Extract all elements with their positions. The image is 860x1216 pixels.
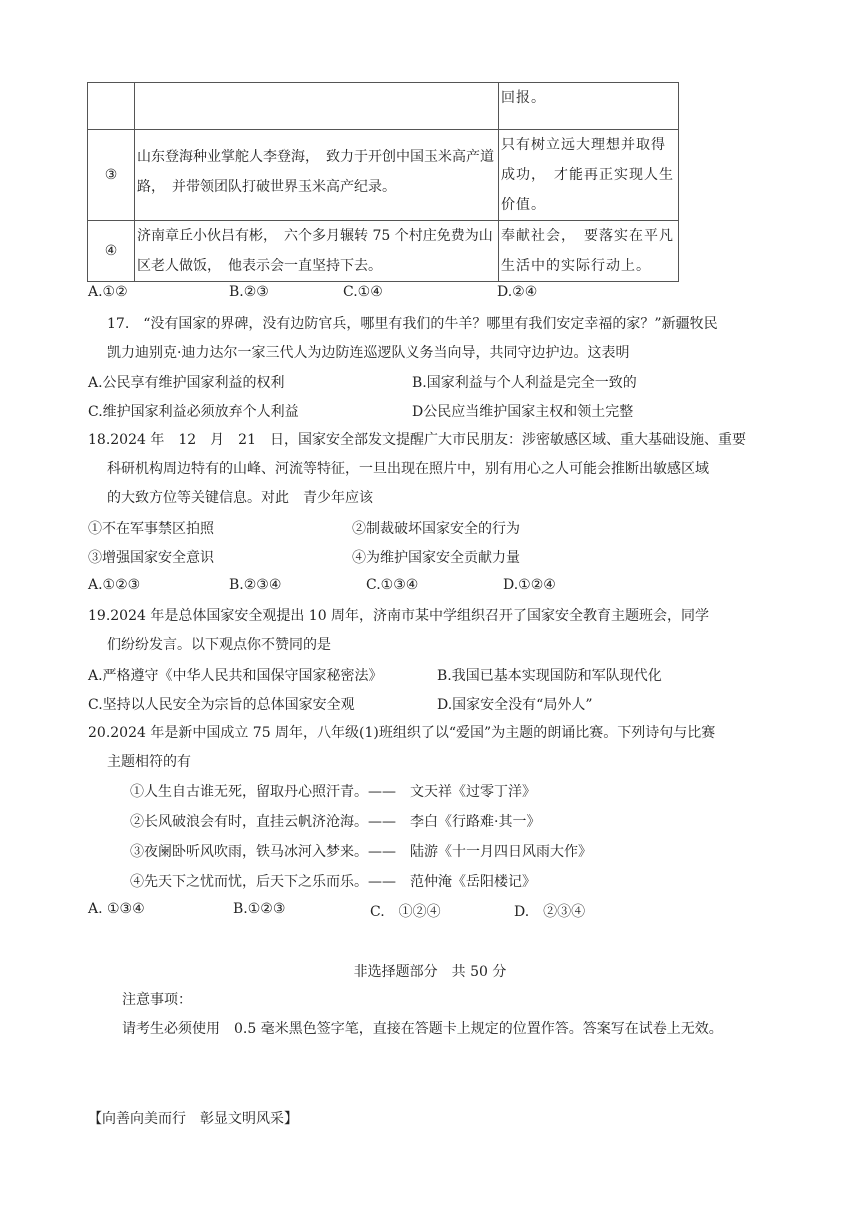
q20-poem-2: ②长风破浪会有时，直挂云帆济沧海。—— 李白《行路难·其一》 <box>130 814 541 830</box>
q20-poem-3: ③夜阑卧听风吹雨，铁马冰河入梦来。—— 陆游《十一月四日风雨大作》 <box>130 844 592 860</box>
q18-option-d[interactable]: D.①②④ <box>503 577 556 593</box>
q18-item-3: ③增强国家安全意识 <box>88 550 214 566</box>
table-row <box>88 221 679 282</box>
notice-label: 注意事项： <box>122 992 192 1008</box>
q18-stem-line3: 的大致方位等关键信息。对此 青少年应该 <box>107 490 373 506</box>
table-cell-num: ③ <box>88 130 135 221</box>
q20-option-d[interactable]: D. ②③④ <box>514 904 586 920</box>
q18-item-4: ④为维护国家安全贡献力量 <box>352 550 520 566</box>
table-cell-case: 山东登海种业掌舵人李登海， 致力于开创中国玉米高产道路， 并带领团队打破世界玉米高产纪录。 <box>135 130 499 221</box>
q18-option-b[interactable]: B.②③④ <box>229 577 282 593</box>
q16-option-d[interactable]: D.②④ <box>497 284 538 300</box>
q16-table <box>87 82 679 282</box>
table-cell-num <box>88 83 135 130</box>
table-row <box>88 83 679 130</box>
table-row <box>88 130 679 221</box>
q19-stem-line2: 们纷纷发言。以下观点你不赞同的是 <box>107 637 331 653</box>
q17-option-a[interactable]: A.公民享有维护国家利益的权利 <box>88 375 285 391</box>
table-cell-meaning: 回报。 <box>499 83 679 130</box>
q18-item-2: ②制裁破坏国家安全的行为 <box>352 521 520 537</box>
q20-option-a[interactable]: A. ①③④ <box>88 901 145 917</box>
table-cell-case <box>135 83 499 130</box>
q17-stem-line2: 凯力迪别克·迪力达尔一家三代人为边防连巡逻队义务当向导，共同守边护边。这表明 <box>107 345 630 361</box>
q19-option-b[interactable]: B.我国已基本实现国防和军队现代化 <box>437 668 662 684</box>
q19-option-c[interactable]: C.坚持以人民安全为宗旨的总体国家安全观 <box>88 697 355 713</box>
q20-poem-4: ④先天下之忧而忧，后天下之乐而乐。—— 范仲淹《岳阳楼记》 <box>130 874 536 890</box>
q17-stem-line1: 17. “没有国家的界碑，没有边防官兵，哪里有我们的牛羊？哪里有我们安定幸福的家？”新疆牧民 <box>107 316 718 332</box>
q19-stem-line1: 19.2024 年是总体国家安全观提出 10 周年，济南市某中学组织召开了国家安全教育主题班会，同学 <box>88 608 710 624</box>
q20-option-c[interactable]: C. ①②④ <box>370 904 441 920</box>
q18-option-c[interactable]: C.①③④ <box>366 577 419 593</box>
q19-option-a[interactable]: A.严格遵守《中华人民共和国保守国家秘密法》 <box>88 668 383 684</box>
q20-stem-line1: 20.2024 年是新中国成立 75 周年，八年级(1)班组织了以“爱国”为主题的朗诵比赛。下列诗句与比赛 <box>88 725 716 741</box>
notice-text: 请考生必须使用 0.5 毫米黑色签字笔，直接在答题卡上规定的位置作答。答案写在试卷上无效。 <box>122 1021 723 1037</box>
q16-option-b[interactable]: B.②③ <box>229 284 269 300</box>
table-cell-case: 济南章丘小伙吕有彬， 六个多月辗转 75 个村庄免费为山区老人做饭， 他表示会一直坚持下去。 <box>135 221 499 282</box>
q18-option-a[interactable]: A.①②③ <box>88 577 141 593</box>
q20-poem-1: ①人生自古谁无死，留取丹心照汗青。—— 文天祥《过零丁洋》 <box>130 784 536 800</box>
table-cell-meaning: 奉献社会， 要落实在平凡生活中的实际行动上。 <box>499 221 679 282</box>
theme-heading: 【向善向美而行 彰显文明风采】 <box>88 1111 298 1127</box>
q18-item-1: ①不在军事禁区拍照 <box>88 521 214 537</box>
q20-option-b[interactable]: B.①②③ <box>233 901 286 917</box>
q16-option-c[interactable]: C.①④ <box>343 284 383 300</box>
q17-option-d[interactable]: D公民应当维护国家主权和领土完整 <box>412 404 634 420</box>
section-title: 非选择题部分 共 50 分 <box>353 964 507 980</box>
q18-stem-line2: 科研机构周边特有的山峰、河流等特征，一旦出现在照片中，别有用心之人可能会推断出敏感区域 <box>107 461 709 477</box>
q17-option-c[interactable]: C.维护国家利益必须放弃个人利益 <box>88 404 299 420</box>
q16-option-a[interactable]: A.①② <box>88 284 128 300</box>
q19-option-d[interactable]: D.国家安全没有“局外人” <box>437 697 593 713</box>
table-cell-num: ④ <box>88 221 135 282</box>
table-cell-meaning: 只有树立远大理想并取得成功， 才能再正实现人生价值。 <box>499 130 679 221</box>
q20-stem-line2: 主题相符的有 <box>107 754 191 770</box>
q18-stem-line1: 18.2024 年 12 月 21 日，国家安全部发文提醒广大市民朋友：涉密敏感区域、重大基础设施、重要 <box>88 432 746 448</box>
q17-option-b[interactable]: B.国家利益与个人利益是完全一致的 <box>412 375 637 391</box>
